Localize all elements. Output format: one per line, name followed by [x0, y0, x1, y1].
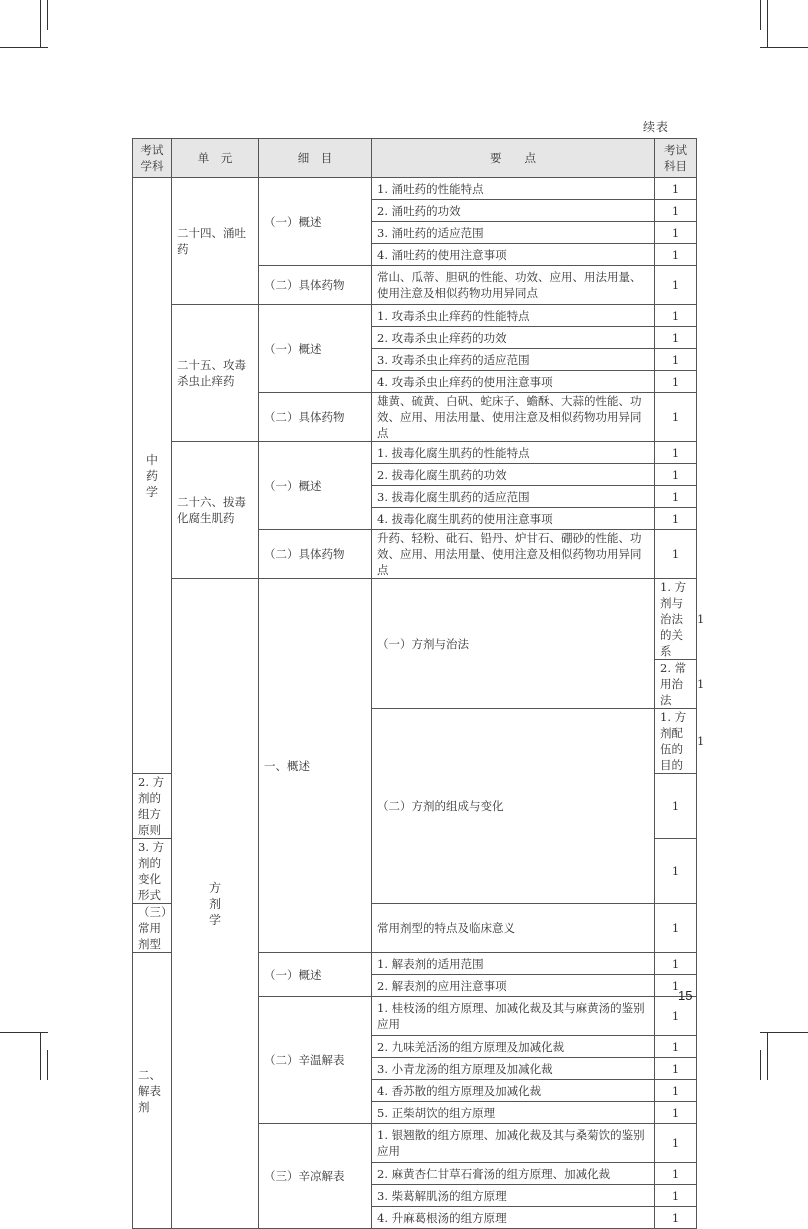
exam-cell: 1 — [655, 266, 697, 305]
crop-mark — [47, 1050, 48, 1080]
exam-cell: 1 — [655, 222, 697, 244]
header-row — [133, 139, 697, 178]
crop-mark — [767, 1032, 768, 1080]
crop-mark — [760, 0, 761, 30]
point-cell: 4. 攻毒杀虫止痒药的使用注意事项 — [372, 371, 655, 393]
header-exam: 考试科目 — [655, 139, 697, 178]
exam-cell: 1 — [655, 178, 697, 200]
header-point: 要 点 — [372, 139, 655, 178]
exam-cell: 1 — [655, 1163, 697, 1185]
header-subject: 考试学科 — [133, 139, 172, 178]
item-cell: （二）具体药物 — [259, 530, 372, 579]
unit-cell: 二十六、拔毒化腐生肌药 — [172, 442, 259, 579]
unit-cell: 一、概述 — [259, 579, 372, 953]
table-row — [133, 178, 697, 200]
point-cell: 1. 解表剂的适用范围 — [372, 953, 655, 975]
point-cell: 2. 常用治法 — [655, 660, 697, 709]
crop-mark — [0, 47, 48, 48]
exam-cell: 1 — [655, 464, 697, 486]
point-cell: 3. 涌吐药的适应范围 — [372, 222, 655, 244]
point-cell: 2. 九味羌活汤的组方原理及加减化裁 — [372, 1036, 655, 1058]
point-cell: 常山、瓜蒂、胆矾的性能、功效、应用、用法用量、使用注意及相似药物功用异同点 — [372, 266, 655, 305]
exam-cell: 1 — [655, 530, 697, 579]
exam-cell: 1 — [655, 953, 697, 975]
item-cell: （二）辛温解表 — [259, 997, 372, 1124]
header-item: 细 目 — [259, 139, 372, 178]
item-cell: （二）方剂的组成与变化 — [372, 709, 655, 904]
exam-cell: 1 — [655, 305, 697, 327]
crop-mark — [760, 47, 808, 48]
crop-mark — [40, 1032, 41, 1080]
exam-cell: 1 — [655, 975, 697, 997]
point-cell: 3. 拔毒化腐生肌药的适应范围 — [372, 486, 655, 508]
exam-cell: 1 — [655, 997, 697, 1036]
point-cell: 2. 方剂的组方原则 — [133, 774, 172, 839]
exam-cell: 1 — [655, 393, 697, 442]
point-cell: 1. 涌吐药的性能特点 — [372, 178, 655, 200]
point-cell: 3. 柴葛解肌汤的组方原理 — [372, 1185, 655, 1207]
point-cell: 升药、轻粉、砒石、铅丹、炉甘石、硼砂的性能、功效、应用、用法用量、使用注意及相似药物功用异同点 — [372, 530, 655, 579]
exam-cell: 1 — [655, 327, 697, 349]
item-cell: （三）常用剂型 — [133, 904, 172, 953]
item-cell: （一）方剂与治法 — [372, 579, 655, 709]
point-cell: 4. 香苏散的组方原理及加减化裁 — [372, 1080, 655, 1102]
exam-cell: 1 — [655, 486, 697, 508]
point-cell: 4. 升麻葛根汤的组方原理 — [372, 1207, 655, 1229]
table-row: 2. 常用治法 1 — [133, 660, 697, 709]
exam-cell: 1 — [655, 1036, 697, 1058]
unit-cell: 二十五、攻毒杀虫止痒药 — [172, 305, 259, 442]
exam-cell: 1 — [655, 200, 697, 222]
point-cell: 常用剂型的特点及临床意义 — [372, 904, 655, 953]
crop-mark — [767, 0, 768, 48]
crop-mark — [0, 1032, 48, 1033]
item-cell: （一）概述 — [259, 442, 372, 530]
table-row: （二）方剂的组成与变化 1. 方剂配伍的目的 1 — [133, 709, 697, 774]
exam-cell: 1 — [655, 349, 697, 371]
exam-cell: 1 — [655, 1058, 697, 1080]
crop-mark — [47, 0, 48, 30]
subject-cell: 中药学 — [133, 178, 172, 774]
item-cell: （三）辛凉解表 — [259, 1124, 372, 1229]
unit-cell: 二十四、涌吐药 — [172, 178, 259, 305]
point-cell: 1. 攻毒杀虫止痒药的性能特点 — [372, 305, 655, 327]
item-cell: （一）概述 — [259, 305, 372, 393]
point-cell: 5. 正柴胡饮的组方原理 — [372, 1102, 655, 1124]
page-number: 15 — [678, 988, 693, 1003]
exam-cell: 1 — [655, 1102, 697, 1124]
exam-cell: 1 — [655, 1080, 697, 1102]
point-cell: 2. 麻黄杏仁甘草石膏汤的组方原理、加减化裁 — [372, 1163, 655, 1185]
table-row — [133, 305, 697, 327]
point-cell: 3. 攻毒杀虫止痒药的适应范围 — [372, 349, 655, 371]
point-cell: 1. 桂枝汤的组方原理、加减化裁及其与麻黄汤的鉴别应用 — [372, 997, 655, 1036]
exam-cell: 1 — [655, 774, 697, 839]
table-row — [133, 442, 697, 464]
item-cell: （一）概述 — [259, 953, 372, 997]
point-cell: 2. 攻毒杀虫止痒药的功效 — [372, 327, 655, 349]
exam-cell: 1 — [655, 1207, 697, 1229]
exam-cell: 1 — [655, 371, 697, 393]
exam-cell: 1 — [655, 839, 697, 904]
exam-cell: 1 — [655, 1185, 697, 1207]
subject-cell: 方剂学 — [172, 579, 259, 1229]
exam-cell: 1 — [655, 508, 697, 530]
point-cell: 3. 方剂的变化形式 — [133, 839, 172, 904]
crop-mark — [760, 1032, 808, 1033]
exam-cell: 1 — [655, 442, 697, 464]
point-cell: 4. 拔毒化腐生肌药的使用注意事项 — [372, 508, 655, 530]
point-cell: 2. 涌吐药的功效 — [372, 200, 655, 222]
item-cell: （二）具体药物 — [259, 266, 372, 305]
point-cell: 2. 拔毒化腐生肌药的功效 — [372, 464, 655, 486]
exam-cell: 1 — [655, 904, 697, 953]
continued-label: 续表 — [643, 120, 670, 134]
point-cell: 1. 方剂与治法的关系 — [655, 579, 697, 660]
unit-cell: 二、解表剂 — [133, 953, 172, 1229]
header-unit: 单 元 — [172, 139, 259, 178]
crop-mark — [40, 0, 41, 48]
exam-cell: 1 — [655, 1124, 697, 1163]
point-cell: 雄黄、硫黄、白矾、蛇床子、蟾酥、大蒜的性能、功效、应用、用法用量、使用注意及相似药物功用异同点 — [372, 393, 655, 442]
exam-cell: 1 — [655, 244, 697, 266]
point-cell: 2. 解表剂的应用注意事项 — [372, 975, 655, 997]
point-cell: 3. 小青龙汤的组方原理及加减化裁 — [372, 1058, 655, 1080]
point-cell: 1. 银翘散的组方原理、加减化裁及其与桑菊饮的鉴别应用 — [372, 1124, 655, 1163]
syllabus-table — [132, 138, 705, 1229]
crop-mark — [760, 1050, 761, 1080]
item-cell: （一）概述 — [259, 178, 372, 266]
point-cell: 4. 涌吐药的使用注意事项 — [372, 244, 655, 266]
item-cell: （二）具体药物 — [259, 393, 372, 442]
point-cell: 1. 方剂配伍的目的 — [655, 709, 697, 774]
point-cell: 1. 拔毒化腐生肌药的性能特点 — [372, 442, 655, 464]
table-row: 方剂学 一、概述 （一）方剂与治法 1. 方剂与治法的关系 1 — [133, 579, 697, 660]
